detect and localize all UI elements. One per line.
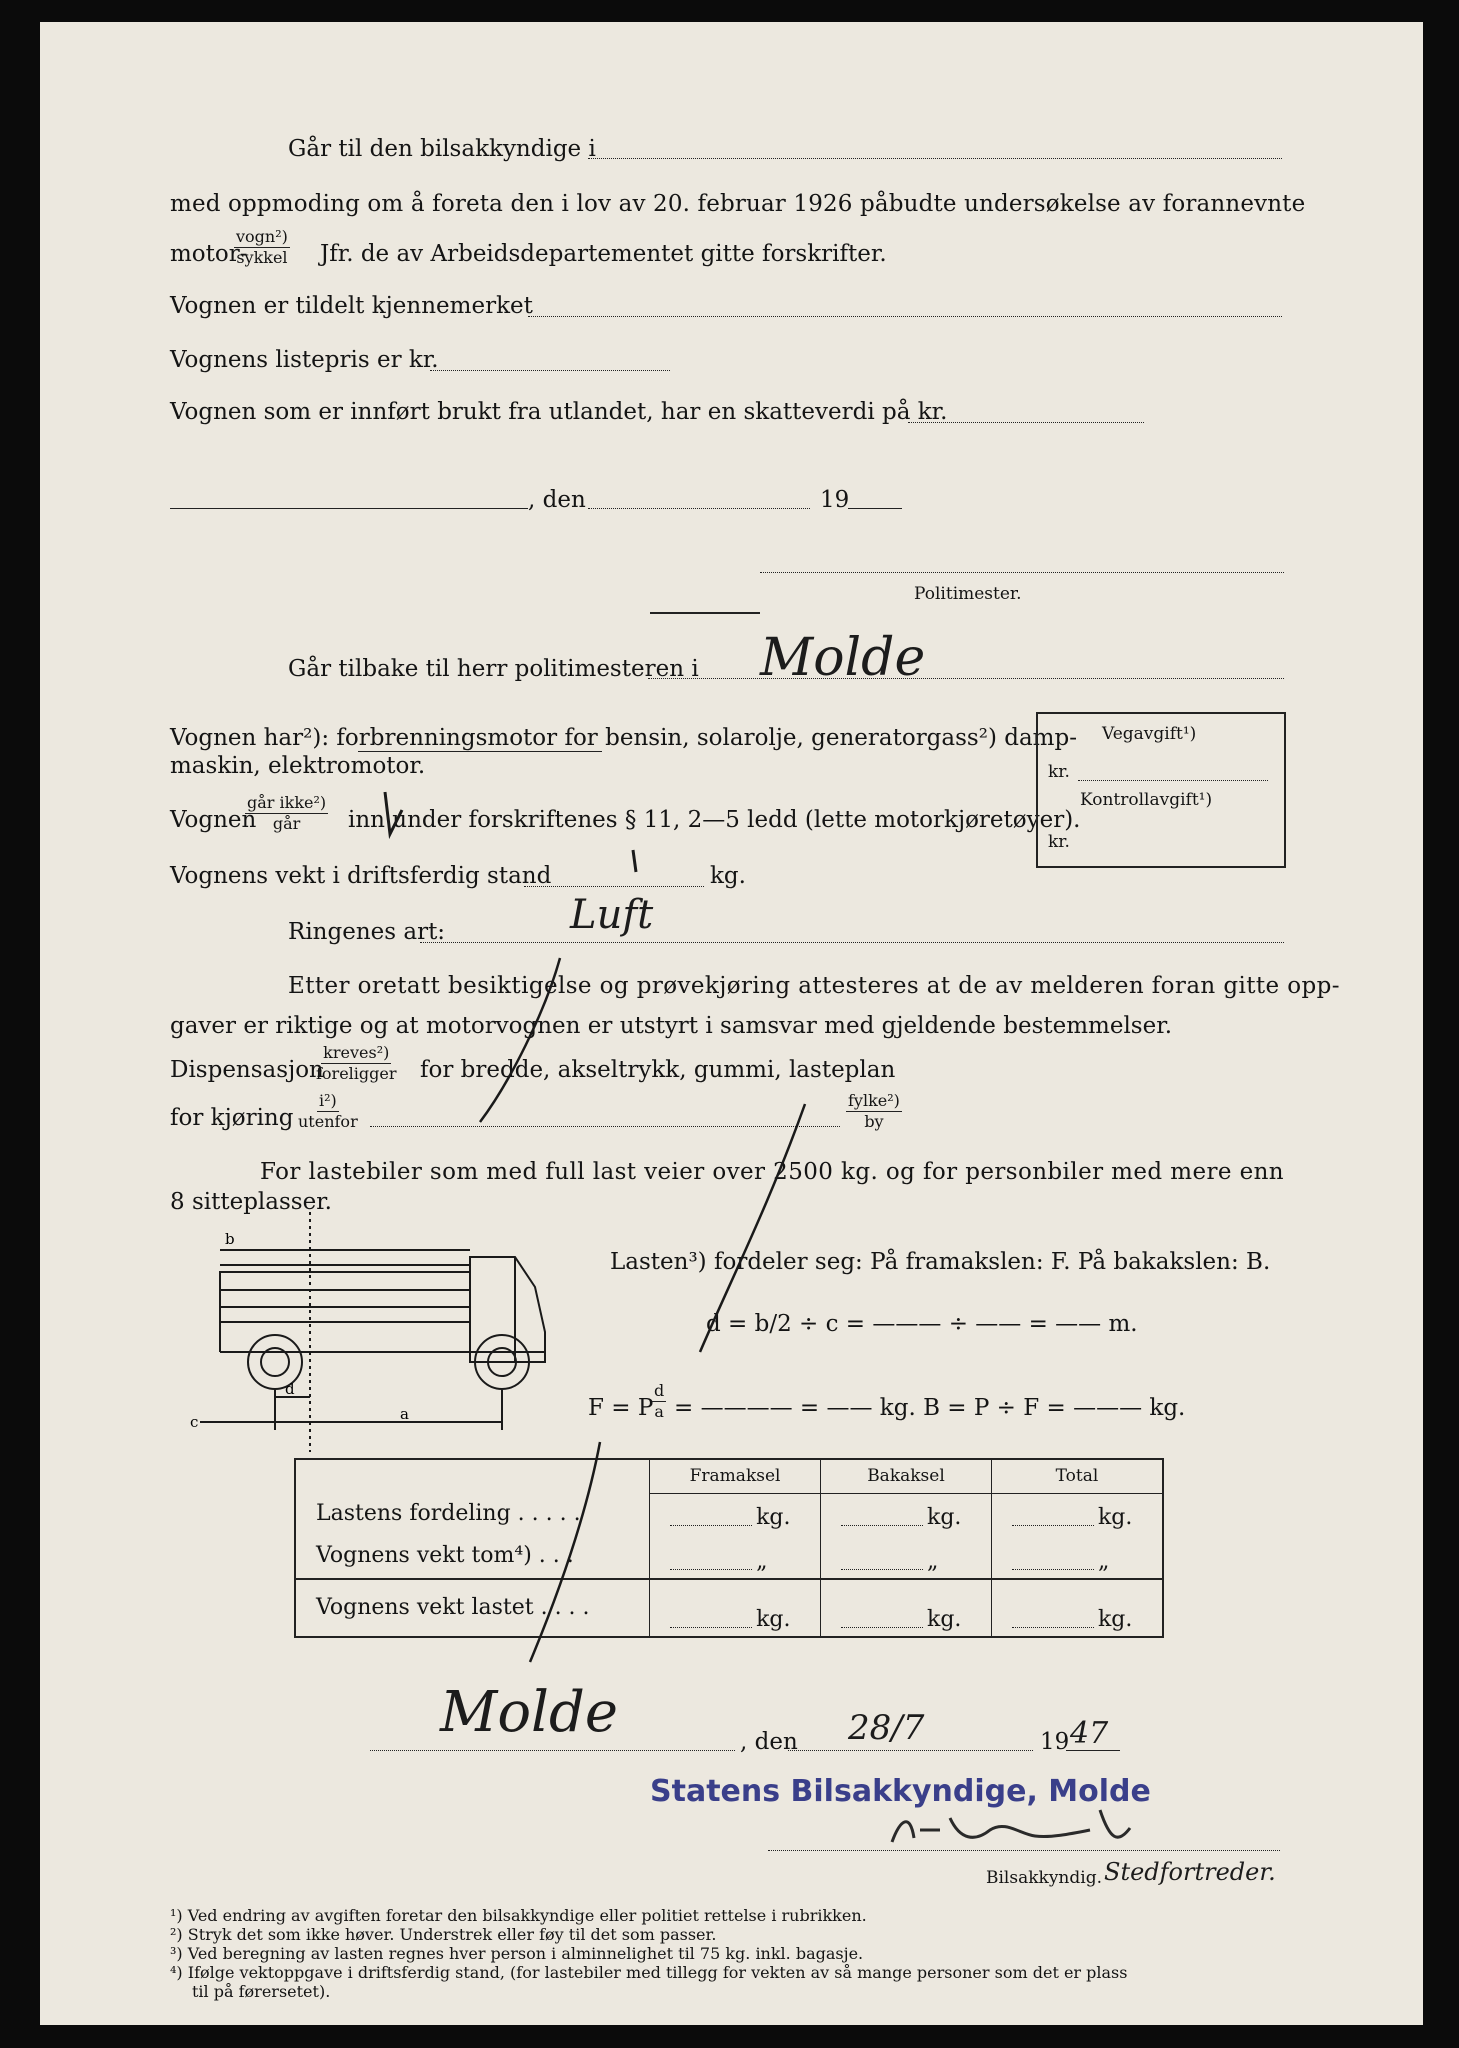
laste-line-1: For lastebiler som med full last veier over 2500 kg. og for personbiler med mere enn	[260, 1159, 1285, 1185]
col-header-bakaksel: Bakaksel	[821, 1459, 992, 1493]
kjennemerke-label: Vognen er tildelt kjennemerket	[170, 293, 533, 319]
diagram-b: b	[225, 1230, 235, 1248]
fylke-num: fylke²)	[848, 1091, 900, 1110]
official-stamp: Statens Bilsakkyndige, Molde	[650, 1774, 1151, 1809]
cell-unit: kg.	[927, 1606, 962, 1632]
row-label-vekt-tom: Vognens vekt tom⁴)	[316, 1543, 532, 1568]
vegavgift-kr: kr.	[1048, 762, 1070, 782]
gaar-num: går ikke²)	[247, 793, 327, 812]
signature-place-field[interactable]	[370, 1750, 735, 1751]
footnote-1: ¹) Ved endring av avgiften foretar den bilsakkyndige eller politiet rettelse i rubrikken.	[170, 1906, 867, 1925]
kjoring-num: i²)	[318, 1091, 337, 1110]
formula-f-left: F = P	[588, 1395, 654, 1421]
vekt-unit: kg.	[710, 863, 746, 889]
gaar-suffix: inn under forskriftenes § 11, 2—5 ledd (lette motorkjøretøyer).	[348, 807, 1081, 833]
disp-prefix: Dispensasjon	[170, 1057, 324, 1083]
kjoring-den: utenfor	[298, 1112, 358, 1131]
gaar-den: går	[272, 814, 301, 833]
bilsakkyndig-handwritten: Stedfortreder.	[1104, 1858, 1276, 1886]
kjoring-prefix: for kjøring	[170, 1105, 294, 1131]
diagram-d: d	[285, 1380, 295, 1398]
ringer-handwritten: Luft	[570, 892, 654, 938]
cell-unit: kg.	[1097, 1606, 1133, 1632]
form-sheet	[40, 22, 1423, 2025]
handwritten-signature	[880, 1800, 1160, 1860]
motor-prefix: motor-	[170, 241, 248, 267]
line2-text: med oppmoding om å foreta den i lov av 20. februar 1926 påbudte undersøkelse av forannevnte	[170, 191, 1306, 217]
cell-unit: „	[1097, 1548, 1110, 1574]
vognen-har-2: maskin, elektromotor.	[170, 753, 426, 779]
cell-unit: „	[927, 1548, 939, 1574]
formula-f-den: a	[654, 1402, 664, 1421]
formula-f-num: d	[654, 1381, 665, 1400]
row-label-lastens-fordeling: Lastens fordeling	[316, 1500, 511, 1526]
lasten-label: Lasten³) fordeler seg: På framakslen: F. På bakakslen: B.	[610, 1249, 1271, 1275]
attest-line-2: gaver er riktige og at motorvognen er utstyrt i samsvar med gjeldende bestemmelser.	[170, 1013, 1173, 1039]
disp-suffix: for bredde, akseltrykk, gummi, lasteplan	[420, 1057, 896, 1083]
diagram-c: c	[190, 1413, 199, 1431]
laste-line-2: 8 sitteplasser.	[170, 1189, 332, 1215]
disp-num: kreves²)	[323, 1043, 390, 1062]
signature-date: 28/7	[848, 1708, 925, 1748]
vognen-har-1: Vognen har²): forbrenningsmotor for bensin, solarolje, generatorgass²) damp-	[170, 725, 1077, 751]
col-header-total: Total	[991, 1459, 1163, 1493]
cell-unit: kg.	[1097, 1504, 1133, 1530]
table-row: Vognens vekt tom⁴) . . . „ „ „	[295, 1534, 1163, 1579]
gaar-prefix: Vognen	[170, 807, 257, 833]
kontrollavgift-kr: kr.	[1048, 832, 1070, 852]
vegavgift-title: Vegavgift¹)	[1102, 724, 1197, 744]
signature-date-field[interactable]	[788, 1750, 1033, 1751]
row-label-vekt-lastet: Vognens vekt lastet	[316, 1595, 534, 1620]
formula-d: d = b/2 ÷ c = ——— ÷ —— = —— m.	[706, 1311, 1138, 1337]
year-prefix: 19	[820, 487, 850, 513]
line1-label: Går til den bilsakkyndige i	[288, 136, 596, 162]
table-row: Lastens fordeling . . . . . kg. kg. kg.	[295, 1493, 1163, 1534]
bilsakkyndig-label: Bilsakkyndig.	[986, 1868, 1102, 1888]
col-header-framaksel: Framaksel	[650, 1459, 821, 1493]
politimester-label: Politimester.	[914, 584, 1022, 604]
signature-den: , den	[740, 1729, 798, 1755]
diagram-a: a	[400, 1405, 409, 1423]
cell-unit: kg.	[756, 1606, 791, 1632]
disp-den: foreligger	[316, 1064, 397, 1083]
pen-strokes	[40, 22, 1423, 2025]
formula-f-right: = ———— = —— kg. B = P ÷ F = ——— kg.	[674, 1395, 1186, 1421]
signature-year-prefix: 19	[1040, 1729, 1070, 1755]
footnote-3: ³) Ved beregning av lasten regnes hver person i alminnelighet til 75 kg. inkl. bagasje.	[170, 1944, 864, 1963]
listepris-label: Vognens listepris er kr.	[170, 347, 439, 373]
den-label: , den	[528, 487, 586, 513]
cell-unit: kg.	[927, 1504, 962, 1530]
table-row: Vognens vekt lastet . . . . kg. kg. kg.	[295, 1579, 1163, 1637]
footnote-4: ⁴) Ifølge vektoppgave i driftsferdig stand, (for lastebiler med tillegg for vekten av så mange personer som det er plass	[170, 1963, 1128, 1982]
cell-unit: „	[756, 1548, 768, 1574]
tilbake-label: Går tilbake til herr politimesteren i	[288, 656, 699, 682]
bilsakkyndig-signature-line[interactable]	[768, 1850, 1280, 1851]
motor-frac-den: sykkel	[236, 248, 288, 267]
kontrollavgift-title: Kontrollavgift¹)	[1080, 790, 1213, 810]
attest-line-1: Etter oretatt besiktigelse og prøvekjøring attesteres at de av melderen foran gitte opp-	[288, 973, 1340, 999]
utlandet-label: Vognen som er innført brukt fra utlandet, har en skatteverdi på kr.	[170, 399, 948, 425]
ringer-label: Ringenes art:	[288, 919, 446, 945]
fylke-den: by	[864, 1112, 884, 1131]
tilbake-handwritten: Molde	[760, 628, 926, 688]
cell-unit: kg.	[756, 1504, 791, 1530]
footnote-2: ²) Stryk det som ikke høver. Understrek eller føy til det som passer.	[170, 1925, 717, 1944]
signature-year: 47	[1070, 1716, 1109, 1751]
signature-year-field[interactable]	[1066, 1750, 1120, 1751]
signature-place: Molde	[440, 1680, 618, 1745]
motor-suffix: Jfr. de av Arbeidsdepartementet gitte forskrifter.	[320, 241, 887, 267]
footnote-4-cont: til på førersetet).	[192, 1982, 331, 2001]
vekt-label: Vognens vekt i driftsferdig stand	[170, 863, 552, 889]
motor-frac-num: vogn²)	[236, 227, 288, 246]
